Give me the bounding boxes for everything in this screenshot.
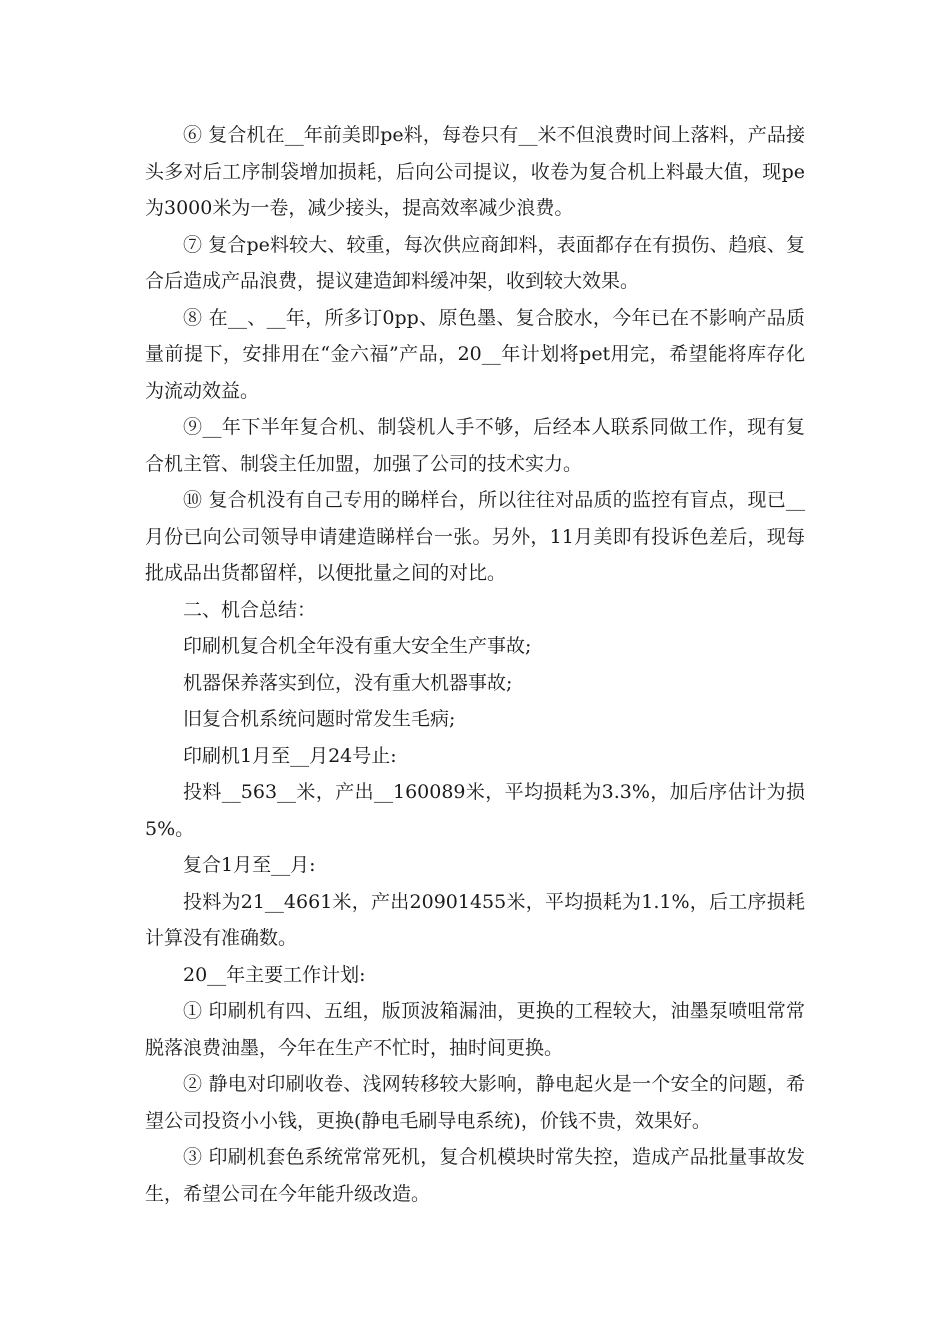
- summary-line: 机器保养落实到位，没有重大机器事故;: [183, 671, 513, 694]
- section-title: 二、机合总结：: [183, 598, 317, 621]
- paragraph-10: ⑩ 复合机没有自己专用的睇样台，所以往往对品质的监控有盲点，现已__月份已向公司领导申请建造睇样台一张。另外，11月美即有投诉色差后，现每批成品出货都留样，以便批量之间的对比。: [145, 489, 805, 584]
- summary-line: 印刷机复合机全年没有重大安全生产事故;: [183, 635, 532, 657]
- plan-item-3: ③ 印刷机套色系统常常死机，复合机模块时常失控，造成产品批量事故发生，希望公司在今年能升级改造。: [145, 1146, 805, 1205]
- summary-line: 旧复合机系统问题时常发生毛病;: [183, 708, 456, 730]
- printing-stats: 投料__563__米，产出__160089米，平均损耗为3.3%，加后序估计为损5%。: [145, 781, 805, 840]
- plan-item-1: ① 印刷机有四、五组，版顶波箱漏油，更换的工程较大，油墨泵喷咀常常脱落浪费油墨，今年在生产不忙时，抽时间更换。: [145, 1000, 805, 1059]
- paragraph-6: ⑥ 复合机在__年前美即pe料，每卷只有__米不但浪费时间上落料，产品接头多对后工序制袋增加损耗，后向公司提议，收卷为复合机上料最大值，现pe为3000米为一卷，减少接头，提高效率减少浪费。: [145, 124, 805, 219]
- composite-stats: 投料为21__4661米，产出20901455米，平均损耗为1.1%，后工序损耗计算没有准确数。: [145, 890, 805, 949]
- composite-period: 复合1月至__月:: [183, 854, 316, 876]
- paragraph-9: ⑨__年下半年复合机、制袋机人手不够，后经本人联系同做工作，现有复合机主管、制袋主任加盟，加强了公司的技术实力。: [145, 416, 805, 475]
- plan-item-2: ② 静电对印刷收卷、浅网转移较大影响，静电起火是一个安全的问题，希望公司投资小小钱，更换(静电毛刷导电系统)，价钱不贵，效果好。: [145, 1073, 805, 1132]
- paragraph-8: ⑧ 在__、__年，所多订0pp、原色墨、复合胶水，今年已在不影响产品质量前提下，安排用在“金六福”产品，20__年计划将pet用完，希望能将库存化为流动效益。: [145, 306, 805, 402]
- plan-title: 20__年主要工作计划:: [183, 963, 366, 986]
- document-page: [145, 117, 805, 1212]
- paragraph-7: ⑦ 复合pe料较大、较重，每次供应商卸料，表面都存在有损伤、趋痕、复合后造成产品浪费，提议建造卸料缓冲架，收到较大效果。: [145, 233, 805, 292]
- summary-line: 印刷机1月至__月24号止:: [183, 744, 397, 767]
